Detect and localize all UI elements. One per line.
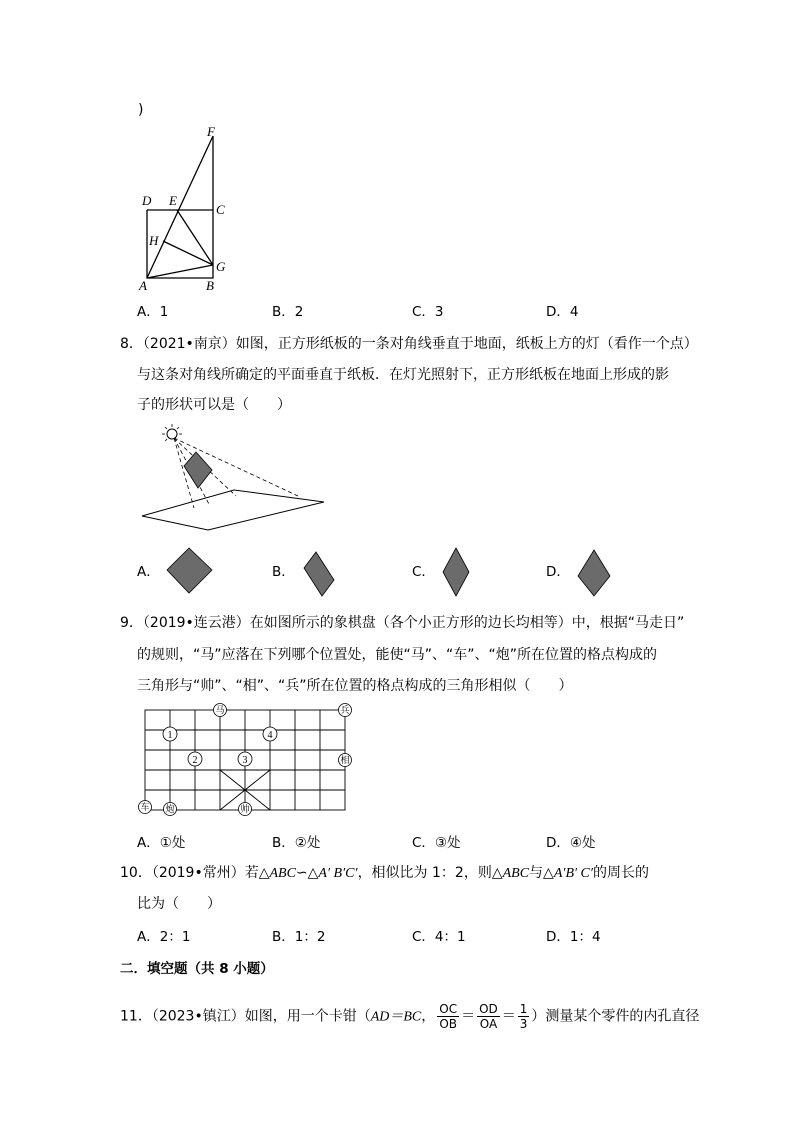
q9-text-line-3: 三角形与“帅”、“相”、“兵”所在位置的格点构成的三角形相似（ ） (137, 678, 573, 694)
q7-option-a[interactable]: A．1 (137, 304, 169, 320)
q10-sim: ∽△ (295, 865, 319, 881)
q8-option-a-shape (165, 546, 215, 596)
section-heading-fill-blank: 二．填空题（共 8 小题） (120, 961, 274, 977)
label-E: E (169, 193, 177, 208)
q10-option-a[interactable]: A．2：1 (137, 929, 191, 945)
q9-option-c[interactable]: C．③处 (412, 835, 461, 851)
q8-option-b-shape (300, 550, 340, 598)
piece-ma: 马 (215, 705, 225, 715)
piece-shuai: 帅 (240, 804, 250, 814)
mark-1: 1 (167, 730, 173, 741)
q10-abc2: ABC (502, 866, 530, 881)
label-H: H (149, 233, 159, 248)
q11-fraction-oc-ob: $\frac{OC}{OB}$ (439, 1002, 458, 1031)
q8-option-c[interactable]: C． (412, 564, 435, 580)
q8-option-d-shape (574, 548, 614, 600)
label-G: G (216, 259, 226, 274)
q9-text-line-2: 的规则，“马”应落在下列哪个位置处，能使“马”、“车”、“炮”所在位置的格点构成的 (137, 647, 658, 663)
q10-mid2: 与△ (529, 865, 554, 881)
mark-2: 2 (192, 755, 198, 766)
q10-abc: ABC (269, 866, 296, 881)
q9-option-b[interactable]: B．②处 (272, 835, 321, 851)
q11-text-line-1: 11．（2023•镇江）如图，用一个卡钳（AD＝BC， $\frac{OC}{OB}$ ＝ $\frac{OD}{OA}$ ＝ $\frac{1}{3}$ ）测量某个零件的内孔直径 (120, 1002, 700, 1031)
mark-4: 4 (267, 730, 273, 741)
q9-text-line-1: 9．（2019•连云港）在如图所示的象棋盘（各个小正方形的边长均相等）中，根据“马走日” (120, 615, 685, 631)
q10-mid: ，相似比为 1：2，则△ (357, 865, 503, 881)
q11-fraction-one-third: $\frac{1}{3}$ (519, 1002, 528, 1031)
label-D: D (142, 193, 152, 208)
q8-text-line-2: 与这条对角线所确定的平面垂直于纸板．在灯光照射下，正方形纸板在地面上形成的影 (137, 367, 669, 383)
label-A: A (139, 278, 147, 293)
q10-option-b[interactable]: B．1：2 (272, 929, 326, 945)
q10-a1: A′ B′C′ (318, 866, 358, 881)
q7-square-figure (136, 124, 236, 294)
q9-chess-board (138, 702, 360, 820)
q10-option-c[interactable]: C．4：1 (412, 929, 466, 945)
q8-option-b[interactable]: B． (272, 564, 295, 580)
q8-lamp-figure (138, 422, 333, 534)
q8-text-line-1: 8．（2021•南京）如图，正方形纸板的一条对角线垂直于地面，纸板上方的灯（看作一个点） (120, 336, 698, 352)
q7-option-b[interactable]: B．2 (272, 304, 304, 320)
piece-bing: 兵 (340, 705, 350, 715)
label-C: C (216, 202, 225, 217)
piece-xiang: 相 (340, 755, 350, 765)
q11-condition: AD＝BC (370, 1009, 422, 1025)
q9-option-d[interactable]: D．④处 (546, 835, 596, 851)
q8-option-c-shape (440, 546, 472, 598)
q10-a2: A′B′ C′ (553, 866, 593, 881)
q8-text-line-3: 子的形状可以是（ ） (137, 397, 291, 413)
label-F: F (207, 124, 215, 139)
q11-suffix: ）测量某个零件的内孔直径 (531, 1008, 700, 1025)
mark-3: 3 (242, 755, 248, 766)
piece-pao: 炮 (165, 804, 175, 814)
q7-option-d[interactable]: D．4 (546, 304, 579, 320)
previous-question-paren: ) (138, 102, 144, 118)
label-B: B (206, 278, 214, 293)
piece-che: 车 (140, 802, 150, 812)
q10-text-line-1 (120, 862, 649, 882)
q10-text-line-2: 比为（ ） (137, 896, 221, 912)
q9-option-a[interactable]: A．①处 (137, 835, 186, 851)
q11-prefix: 11．（2023•镇江）如图，用一个卡钳（ (120, 1008, 371, 1025)
q8-option-a[interactable]: A． (137, 564, 160, 580)
q8-option-d[interactable]: D． (546, 564, 570, 580)
q11-comma: ， (421, 1008, 436, 1025)
q11-fraction-od-oa: $\frac{OD}{OA}$ (479, 1002, 498, 1031)
q10-suffix: 的周长的 (592, 865, 649, 881)
q10-option-d[interactable]: D．1：4 (546, 929, 601, 945)
q7-option-c[interactable]: C．3 (412, 304, 444, 320)
q10-prefix: 10．（2019•常州）若△ (120, 865, 270, 881)
